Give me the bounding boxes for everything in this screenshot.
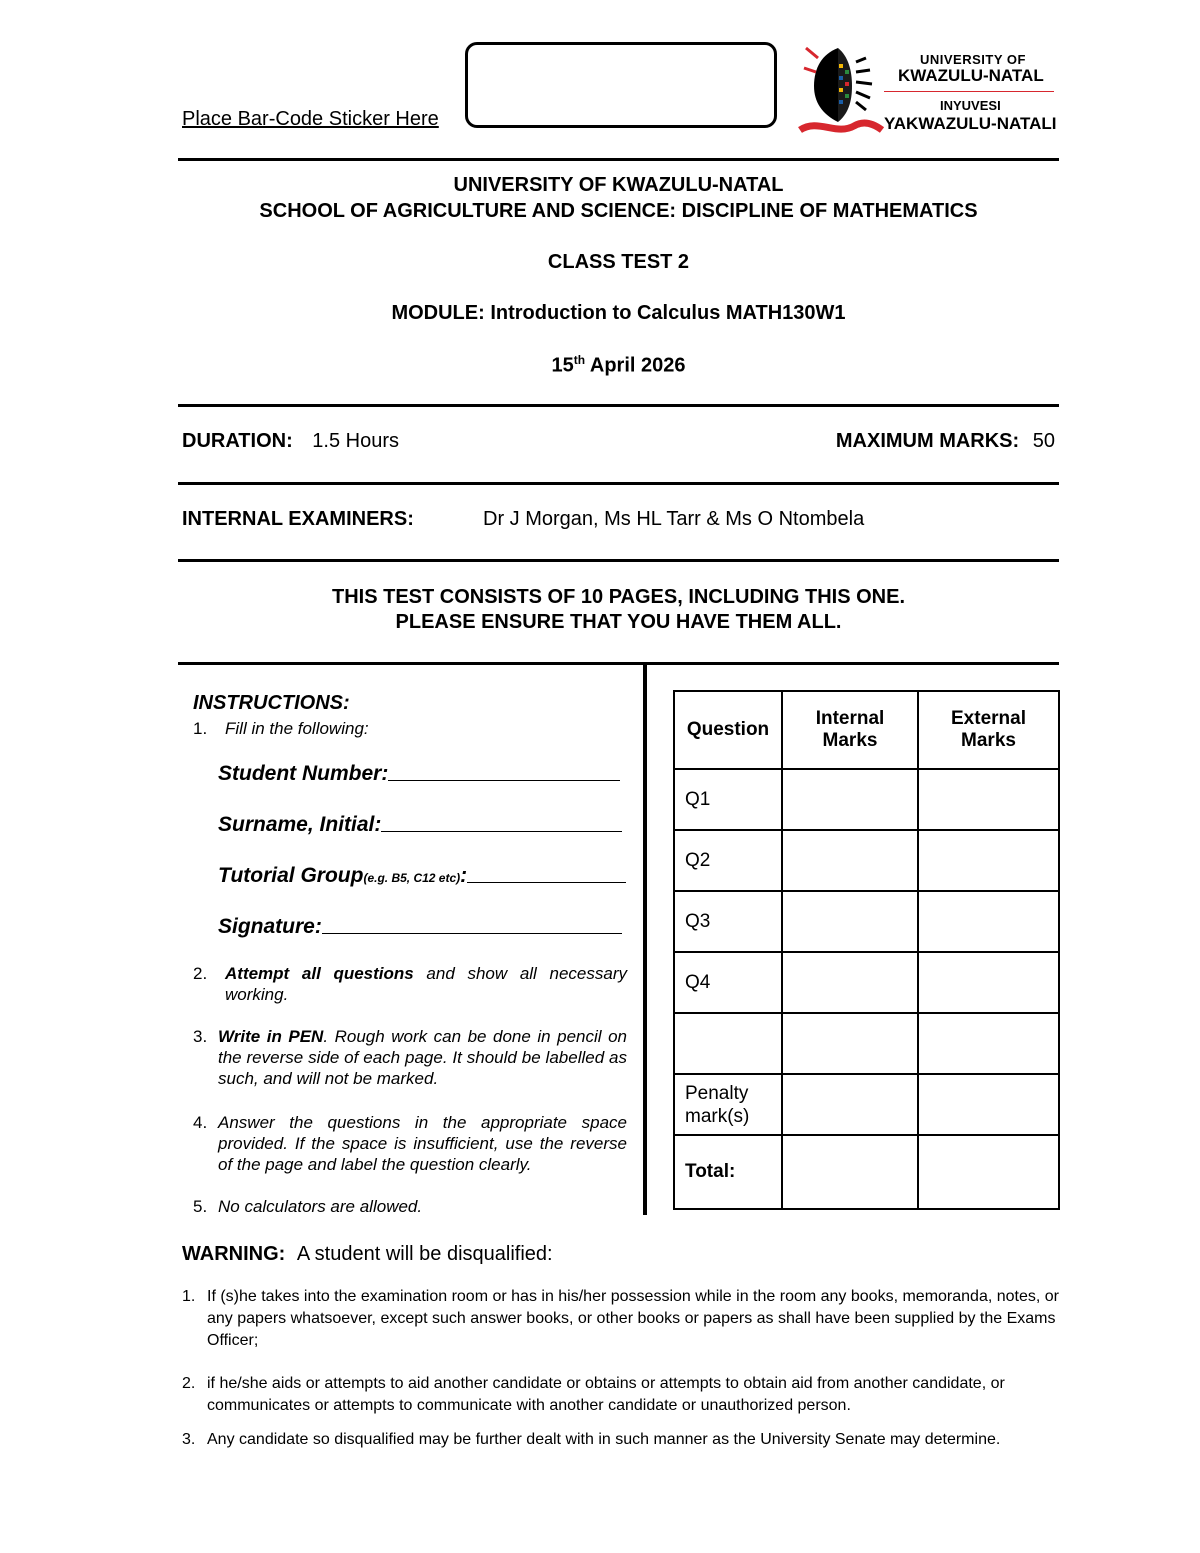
row-label-q4: Q4 [674, 952, 782, 1013]
row-label-empty [674, 1013, 782, 1074]
instruction-2-bold: Attempt all questions [225, 964, 414, 983]
row-label-penalty: Penalty mark(s) [674, 1074, 782, 1135]
examiners-label: INTERNAL EXAMINERS: [182, 508, 414, 530]
internal-mark-cell[interactable] [782, 830, 918, 891]
row-label-q2: Q2 [674, 830, 782, 891]
university-logo [798, 44, 1060, 140]
instruction-4-num: 4. [193, 1113, 208, 1132]
signature-line[interactable] [322, 915, 622, 934]
instruction-1 [193, 718, 633, 739]
external-mark-cell[interactable] [918, 830, 1059, 891]
instructions-title: INSTRUCTIONS: [193, 692, 350, 714]
row-label-q3: Q3 [674, 891, 782, 952]
instruction-3-text [218, 1026, 627, 1089]
max-marks-value: 50 [1032, 430, 1055, 452]
module-value: : Introduction to Calculus MATH130W1 [478, 302, 846, 324]
instruction-2 [193, 963, 627, 1005]
internal-mark-cell[interactable] [782, 769, 918, 830]
marks-table-header-row [674, 691, 1059, 769]
duration-value: 1.5 Hours [312, 430, 400, 452]
signature-field[interactable] [218, 915, 622, 939]
pages-notice-line2: PLEASE ENSURE THAT YOU HAVE THEM ALL. [395, 611, 842, 633]
external-mark-cell[interactable] [918, 1013, 1059, 1074]
table-row [674, 1074, 1059, 1135]
tutorial-group-line[interactable] [467, 864, 626, 883]
warning-item-2-text: if he/she aids or attempts to aid another candidate or obtains or attempts to obtain aid from another candidate, or communicates or attempts to communicate with another candidate or unauthorized person. [207, 1375, 1005, 1414]
external-total-cell[interactable] [918, 1135, 1059, 1209]
logo-text-kwazulu-natal: KWAZULU-NATAL [898, 66, 1044, 85]
header-internal-marks: Internal Marks [782, 691, 918, 769]
date-suffix: th [573, 353, 586, 367]
column-divider [643, 664, 647, 1215]
duration-label: DURATION: [182, 430, 293, 452]
warning-item-3-text: Any candidate so disqualified may be further dealt with in such manner as the University Senate may determine. [207, 1431, 1001, 1448]
surname-field[interactable] [218, 813, 622, 837]
instruction-2-rest: and show all necessary working. [225, 964, 627, 1004]
warning-item-1-text: If (s)he takes into the examination room or has in his/her possession while in the room any books, memoranda, notes, or any papers whatsoever, except such answer books, or other books or papers as shall have been supplied by the Exams Officer; [207, 1288, 1059, 1349]
internal-mark-cell[interactable] [782, 891, 918, 952]
table-row [674, 952, 1059, 1013]
instruction-2-num: 2. [193, 964, 208, 983]
divider-5 [178, 662, 1059, 665]
maximum-marks [836, 430, 1055, 453]
warning-item-2-num: 2. [182, 1375, 196, 1392]
student-number-line[interactable] [388, 762, 620, 781]
internal-total-cell[interactable] [782, 1135, 918, 1209]
internal-mark-cell[interactable] [782, 952, 918, 1013]
tutorial-group-example: (e.g. B5, C12 etc) [363, 871, 461, 885]
header-question: Question [674, 691, 782, 769]
test-title: CLASS TEST 2 [547, 251, 690, 273]
table-row-total [674, 1135, 1059, 1209]
student-number-field[interactable] [218, 762, 620, 786]
logo-text-yakwazulu-natali: YAKWAZULU-NATALI [884, 114, 1057, 133]
marks-table [673, 690, 1060, 1210]
tutorial-group-label: Tutorial Group [218, 864, 364, 887]
examiners-value: Dr J Morgan, Ms HL Tarr & Ms O Ntombela [483, 508, 865, 530]
external-mark-cell[interactable] [918, 1074, 1059, 1135]
warning-text: A student will be disqualified: [296, 1243, 553, 1265]
table-row [674, 769, 1059, 830]
header-external-marks: External Marks [918, 691, 1059, 769]
tutorial-group-colon: : [460, 864, 468, 887]
table-row [674, 1013, 1059, 1074]
warning-label: WARNING: [182, 1243, 286, 1265]
instruction-1-text: Fill in the following: [225, 719, 369, 738]
shield-emblem-icon [798, 44, 884, 140]
table-row [674, 830, 1059, 891]
row-label-q1: Q1 [674, 769, 782, 830]
signature-label: Signature: [218, 915, 322, 938]
duration [182, 430, 399, 453]
instruction-1-num: 1. [193, 719, 208, 738]
module-line [178, 302, 1059, 325]
internal-mark-cell[interactable] [782, 1013, 918, 1074]
instruction-4-text: Answer the questions in the appropriate space provided. If the space is insufficient, use the reverse of the page and label the question clearly. [218, 1113, 627, 1174]
instruction-3 [193, 1026, 627, 1089]
warning-item-3-num: 3. [182, 1431, 196, 1448]
school-title: SCHOOL OF AGRICULTURE AND SCIENCE: DISCIPLINE OF MATHEMATICS [259, 200, 978, 222]
tutorial-group-field[interactable] [218, 864, 626, 888]
student-number-label: Student Number: [218, 762, 389, 785]
barcode-sticker-box [465, 42, 777, 128]
max-marks-label: MAXIMUM MARKS: [835, 430, 1020, 452]
logo-text-university-of: UNIVERSITY OF [920, 52, 1026, 67]
test-date [178, 353, 1059, 378]
instruction-3-bold: Write in PEN [218, 1027, 324, 1046]
logo-text-inyuvesi: INYUVESI [940, 98, 1001, 113]
instruction-3-rest: . Rough work can be done in pencil on the reverse side of each page. It should be labelled as such, and will not be marked. [218, 1027, 627, 1088]
surname-line[interactable] [381, 813, 622, 832]
table-row [674, 891, 1059, 952]
row-label-total: Total: [674, 1135, 782, 1209]
divider-top [178, 158, 1059, 161]
external-mark-cell[interactable] [918, 952, 1059, 1013]
surname-label: Surname, Initial: [218, 813, 382, 836]
instruction-5-num: 5. [193, 1197, 208, 1216]
instruction-2-text [225, 963, 627, 1005]
instruction-5 [193, 1196, 627, 1217]
instruction-5-text: No calculators are allowed. [218, 1197, 423, 1216]
barcode-label: Place Bar-Code Sticker Here [182, 108, 439, 130]
university-title: UNIVERSITY OF KWAZULU-NATAL [453, 174, 784, 196]
instruction-3-num: 3. [193, 1027, 208, 1046]
instruction-4 [193, 1112, 627, 1175]
warning-heading [182, 1243, 553, 1266]
date-day: 15 [551, 354, 574, 377]
warning-item-1-num: 1. [182, 1288, 196, 1305]
divider-3 [178, 482, 1059, 485]
divider-4 [178, 559, 1059, 562]
logo-divider [884, 91, 1054, 92]
module-label: MODULE [391, 302, 479, 324]
divider-2 [178, 404, 1059, 407]
external-mark-cell[interactable] [918, 769, 1059, 830]
internal-mark-cell[interactable] [782, 1074, 918, 1135]
pages-notice-line1: THIS TEST CONSISTS OF 10 PAGES, INCLUDING THIS ONE. [331, 586, 906, 608]
external-mark-cell[interactable] [918, 891, 1059, 952]
date-rest: April 2026 [585, 354, 686, 377]
